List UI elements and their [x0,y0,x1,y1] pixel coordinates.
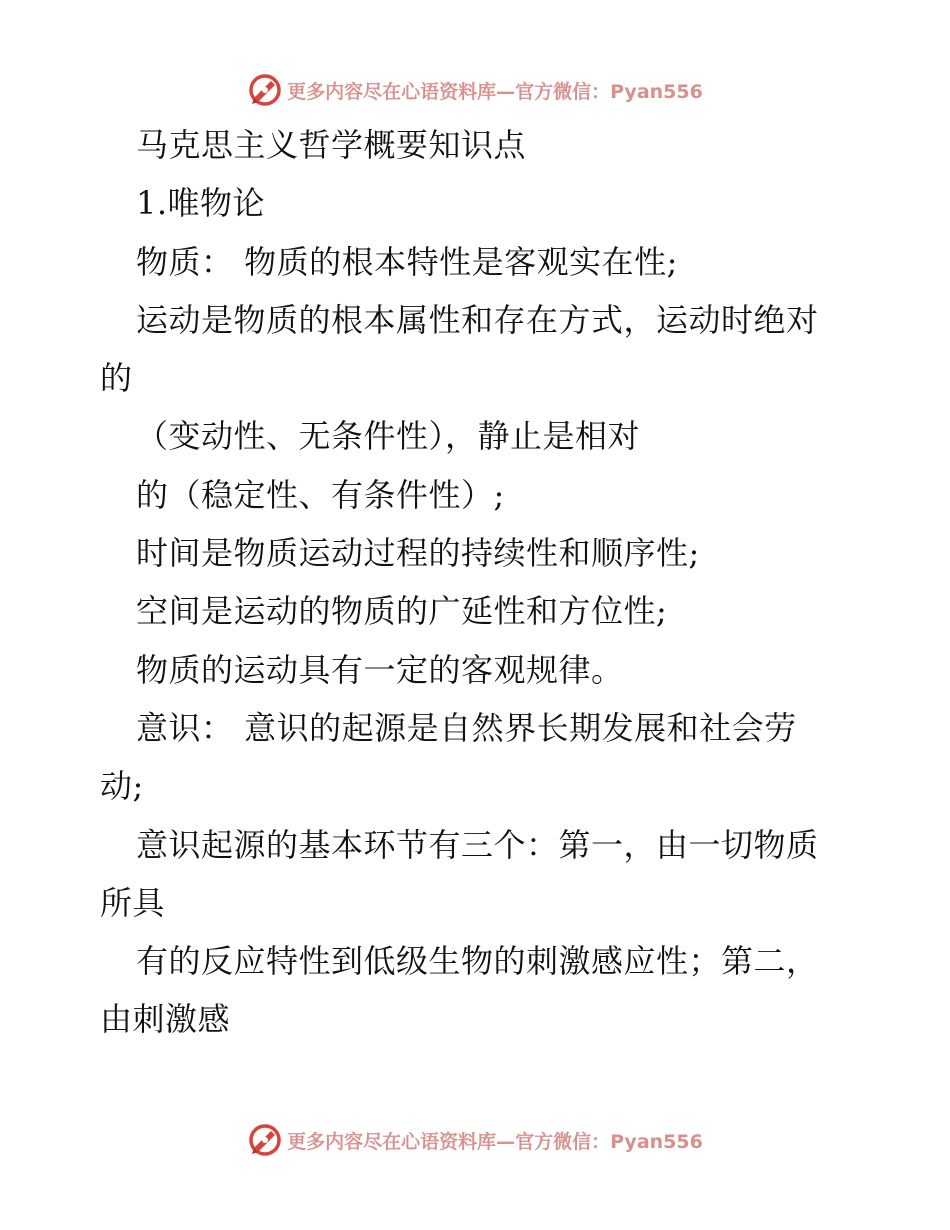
footer-banner-text: 更多内容尽在心语资料库—官方微信：Pyan556 [287,1130,703,1153]
paragraph-line: 空间是运动的物质的广延性和方位性; [136,592,668,631]
section-heading: 1.唯物论 [136,184,266,223]
paragraph-line: 所具 [100,883,166,922]
paragraph-line: 的 [100,359,133,398]
footer-banner [0,1120,950,1160]
pen-circle-logo-icon [247,1122,283,1158]
paragraph-line: 时间是物质运动过程的持续性和顺序性; [136,534,700,573]
paragraph-line: 物质： 物质的根本特性是客观实在性; [136,242,678,281]
paragraph-line: 物质的运动具有一定的客观规律。 [136,650,624,689]
paragraph-line: 意识起源的基本环节有三个：第一，由一切物质 [136,825,819,864]
paragraph-line: 的（稳定性、有条件性）; [136,475,505,514]
paragraph-line: 有的反应特性到低级生物的刺激感应性；第二， [136,942,819,981]
pen-circle-logo-icon [247,72,283,108]
document-body [100,116,860,1049]
header-banner [0,70,950,110]
paragraph-line: 由刺激感 [100,1000,231,1039]
paragraph-line: （变动性、无条件性），静止是相对 [136,417,641,456]
paragraph-line: 动; [100,767,144,806]
paragraph-line: 意识： 意识的起源是自然界长期发展和社会劳 [136,708,797,747]
document-title: 马克思主义哲学概要知识点 [136,126,527,164]
header-banner-text: 更多内容尽在心语资料库—官方微信：Pyan556 [287,80,703,103]
paragraph-line: 运动是物质的根本属性和存在方式，运动时绝对 [136,300,819,339]
